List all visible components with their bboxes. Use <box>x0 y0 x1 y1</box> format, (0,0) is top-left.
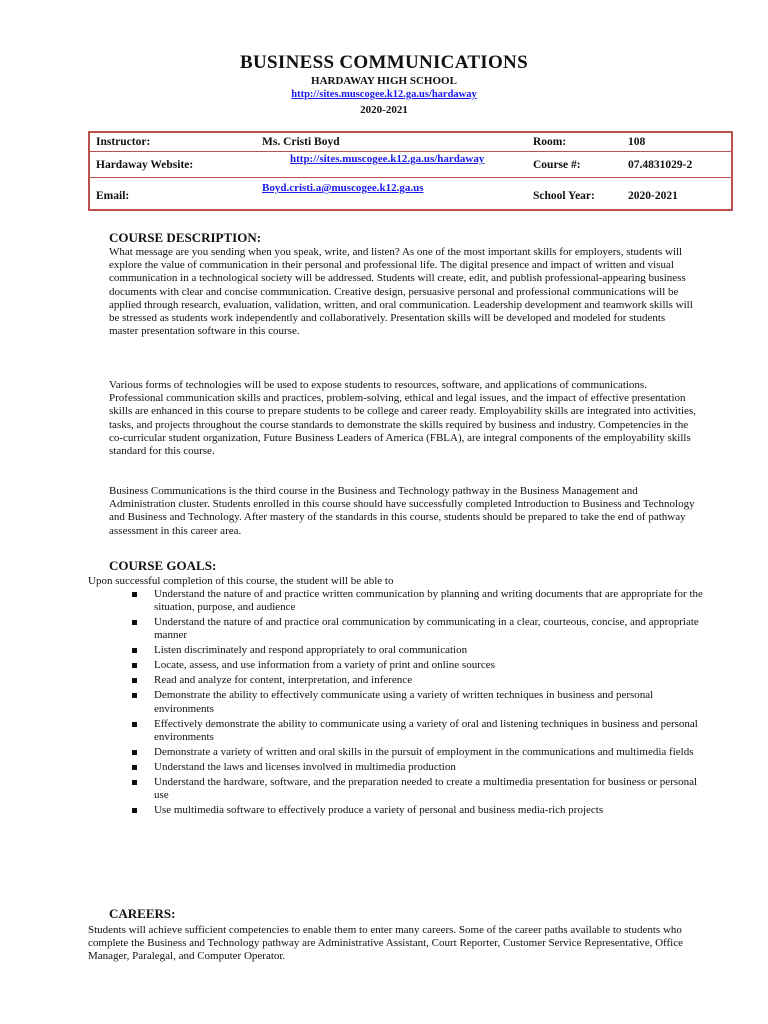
bullet-icon <box>132 620 137 625</box>
bullet-icon <box>132 592 137 597</box>
description-paragraph-3: Business Communications is the third course in the Business and Technology pathway in the Business Management and Administration cluster. Students enrolled in this course should have successfully completed Introduction to Business and Technology and Business and Technology. After mastery of the standards in this course, students should be prepared to take the end of pathway assessment in this career area. <box>109 485 695 537</box>
description-paragraph-2: Various forms of technologies will be used to expose students to resources, software, and applications of communications. Professional communication skills and practices, problem-solving, ethical and legal issues, and the impact of effective presentation skills are enhanced in this course to prepare students to be college and career ready. Employability skills are integrated into activities, tasks, and projects throughout the course standards to demonstrate the skills required by business and industry. Competencies in the co-curricular student organization, Future Business Leaders of America (FBLA), are integral components of the employability skills standard for this course. <box>109 379 696 458</box>
description-paragraph-1: What message are you sending when you speak, write, and listen? As one of the most important skills for employers, students will explore the value of communication in their personal and professional life. The digital presence and impact of written and visual communication in a technological society will be addressed. Students will create, edit, and publish professional-appearing business documents with clear and concise communication. Creative design, persuasive personal and professional communications will be applied through research, evaluation, validation, written, and oral communication. Leadership development and teamwork skills will be stressed as students work independently and collaboratively. Presentation skills will be developed and modeled for students master presentation software in this course. <box>109 246 693 338</box>
school-year-label: School Year: <box>533 190 595 202</box>
course-number-value: 07.4831029-2 <box>628 159 693 171</box>
course-goals-heading: COURSE GOALS: <box>109 558 217 573</box>
list-item: Locate, assess, and use information from a variety of print and online sources <box>88 659 708 672</box>
website-link[interactable]: http://sites.muscogee.k12.ga.us/hardaway <box>290 153 485 165</box>
school-url-link[interactable]: http://sites.muscogee.k12.ga.us/hardaway <box>291 89 477 100</box>
course-info-table <box>88 131 733 211</box>
bullet-icon <box>132 780 137 785</box>
email-link[interactable]: Boyd.cristi.a@muscogee.k12.ga.us <box>262 182 424 194</box>
room-value: 108 <box>628 136 646 148</box>
instructor-value: Ms. Cristi Boyd <box>262 136 340 148</box>
course-number-label: Course #: <box>533 159 581 171</box>
bullet-icon <box>132 693 137 698</box>
table-divider <box>90 177 731 178</box>
school-year-value: 2020-2021 <box>628 190 678 202</box>
goals-intro: Upon successful completion of this course, the student will be able to <box>88 575 394 587</box>
goals-list <box>88 588 708 819</box>
website-label: Hardaway Website: <box>96 159 194 171</box>
bullet-icon <box>132 750 137 755</box>
careers-heading: CAREERS: <box>109 906 176 921</box>
course-description-heading: COURSE DESCRIPTION: <box>109 230 262 245</box>
list-item: Understand the nature of and practice oral communication by communicating in a clear, courteous, concise, and appropriate manner <box>88 616 708 642</box>
bullet-icon <box>132 678 137 683</box>
list-item: Demonstrate a variety of written and oral skills in the pursuit of employment in the communications and multimedia fields <box>88 746 708 759</box>
table-divider <box>90 151 731 152</box>
document-title: BUSINESS COMMUNICATIONS <box>240 52 528 73</box>
list-item: Demonstrate the ability to effectively communicate using a variety of written techniques in business and personal environments <box>88 689 708 715</box>
school-url <box>0 89 768 100</box>
bullet-icon <box>132 648 137 653</box>
list-item: Read and analyze for content, interpretation, and inference <box>88 674 708 687</box>
list-item: Use multimedia software to effectively produce a variety of personal and business media-rich projects <box>88 804 708 817</box>
list-item: Understand the nature of and practice written communication by planning and writing documents that are appropriate for the situation, purpose, and audience <box>88 588 708 614</box>
school-name: HARDAWAY HIGH SCHOOL <box>311 75 457 87</box>
school-year-header: 2020-2021 <box>360 104 408 116</box>
list-item: Understand the hardware, software, and the preparation needed to create a multimedia presentation for business or personal use <box>88 776 708 802</box>
bullet-icon <box>132 722 137 727</box>
careers-paragraph: Students will achieve sufficient competencies to enable them to enter many careers. Some of the career paths available to students who complete the Business and Technology pathway are Administrative Assistant, Court Reporter, Customer Service Representative, Office Manager, Paralegal, and Computer Operator. <box>88 924 683 963</box>
list-item: Effectively demonstrate the ability to communicate using a variety of oral and listening techniques in business and personal environments <box>88 718 708 744</box>
bullet-icon <box>132 765 137 770</box>
instructor-label: Instructor: <box>96 136 151 148</box>
list-item: Understand the laws and licenses involved in multimedia production <box>88 761 708 774</box>
room-label: Room: <box>533 136 567 148</box>
list-item: Listen discriminately and respond appropriately to oral communication <box>88 644 708 657</box>
bullet-icon <box>132 808 137 813</box>
bullet-icon <box>132 663 137 668</box>
email-label: Email: <box>96 190 130 202</box>
